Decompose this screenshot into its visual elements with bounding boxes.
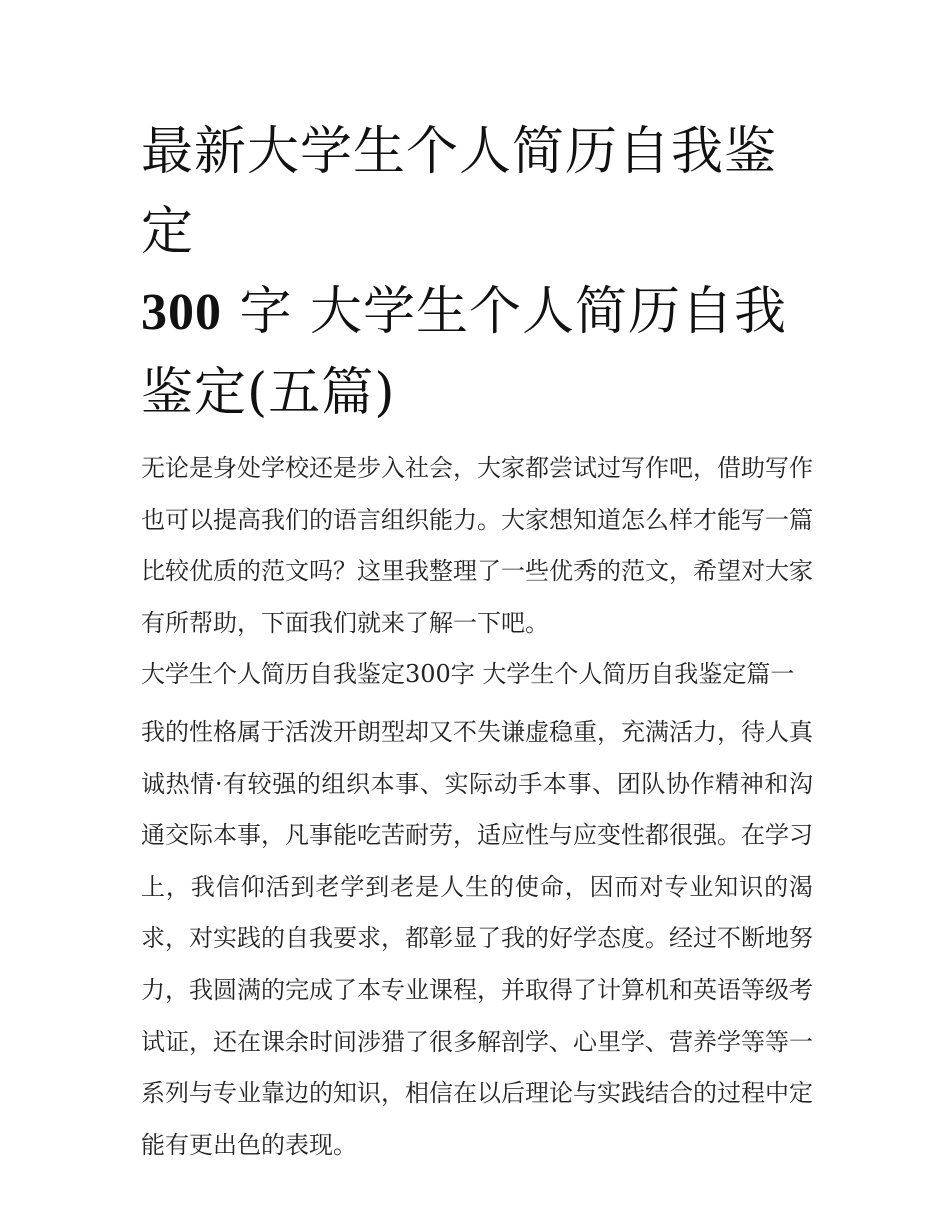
section-body-paragraph: 我的性格属于活泼开朗型却又不失谦虚稳重，充满活力，待人真诚热情·有较强的组织本事、实际动手本事、团队协作精神和沟通交际本事，凡事能吃苦耐劳，适应性与应变性都很强。在学习上，我信仰活到老学到老是人生的使命，因而对专业知识的渴求，对实践的自我要求，都彰显了我的好学态度。经过不断地努力，我圆满的完成了本专业课程，并取得了计算机和英语等级考试证，还在课余时间涉猎了很多解剖学、心里学、营养学等等一系列与专业靠边的知识，相信在以后理论与实践结合的过程中定能有更出色的表现。: [141, 717, 813, 1159]
title-part-1: 最新大学生个人简历自我鉴定: [141, 122, 778, 262]
title-number: 300: [141, 284, 222, 341]
section-heading: 大学生个人简历自我鉴定300字 大学生个人简历自我鉴定篇一: [141, 660, 795, 689]
title-part-2: 字 大学生个人简历自我鉴定(五篇): [141, 282, 788, 423]
intro-paragraph: 无论是身处学校还是步入社会，大家都尝试过写作吧，借助写作也可以提高我们的语言组织能力。大家想知道怎么样才能写一篇比较优质的范文吗？这里我整理了一些优秀的范文，希望对大家有所帮助，下面我们就来了解一下吧。: [141, 454, 813, 637]
document-content: [141, 112, 813, 1171]
document-title: [141, 112, 813, 433]
